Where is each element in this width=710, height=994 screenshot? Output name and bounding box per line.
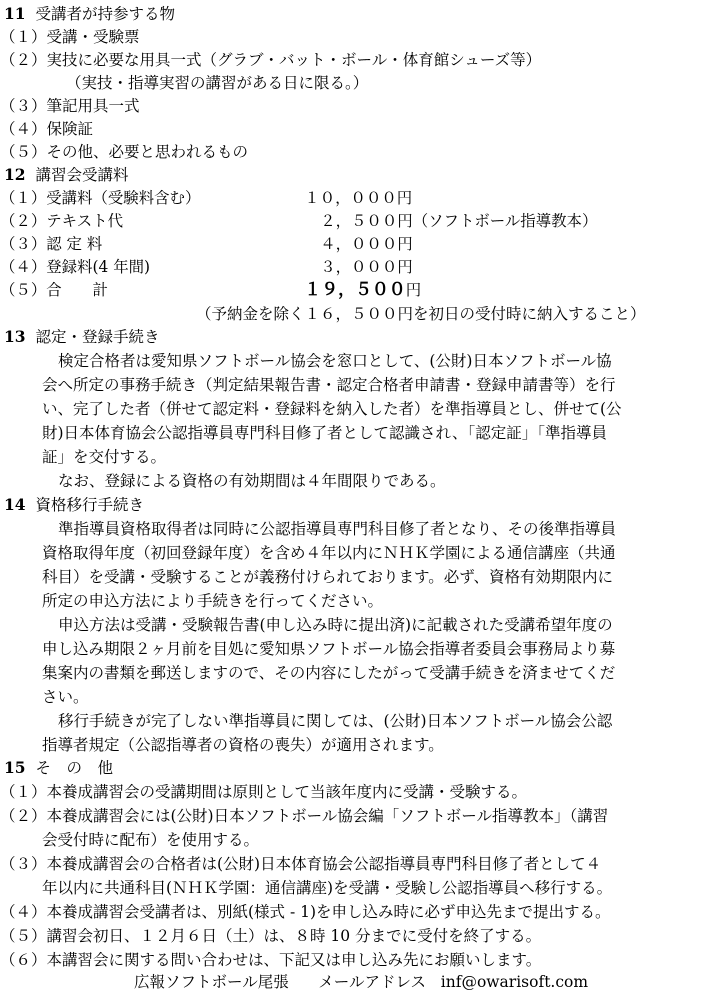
paragraph-line: 申し込み期限２ヶ月前を目処に愛知県ソフトボール協会指導者委員会事務局より募 (42, 640, 616, 658)
section-number: 15 (4, 758, 26, 777)
contact-line (134, 970, 588, 994)
contact-org: 広報ソフトボール尾張 (134, 973, 289, 991)
fee-amount: ３，０００円 (320, 258, 413, 276)
paragraph-line: 資格取得年度（初回登録年度）を含め４年以内にＮＨＫ学園による通信講座（共通 (42, 544, 616, 562)
fee-label: （１）受講料（受験料含む） (0, 189, 201, 207)
paragraph-line: 会へ所定の事務手続き（判定結果報告書・認定合格者申請書・登録申請書等）を行 (42, 376, 616, 394)
paragraph-line: 証」を交付する。 (42, 448, 167, 466)
list-item: （３）筆記用具一式 (0, 97, 140, 115)
list-item: （１）受講・受験票 (0, 28, 140, 46)
fee-label: （３）認 定 料 (0, 235, 103, 253)
section-15-heading (4, 756, 113, 780)
fee-note: （ソフトボール指導教本） (412, 212, 598, 230)
paragraph-line: 準指導員資格取得者は同時に公認指導員専門科目修了者となり、その後準指導員 (58, 520, 617, 538)
section-14-heading (4, 493, 144, 517)
list-item: （５）講習会初日、１２月６日（土）は、８時 10 分までに受付を終了する。 (0, 927, 542, 945)
list-item: （６）本講習会に関する問い合わせは、下記又は申し込み先にお願いします。 (0, 951, 542, 969)
fee-amount: １０，０００円 (304, 189, 413, 207)
section-number: 12 (4, 165, 26, 184)
section-title: 講習会受講料 (35, 166, 129, 184)
list-item-continued: 会受付時に配布）を使用する。 (42, 831, 260, 849)
list-item: （２）実技に必要な用具一式（グラブ・バット・ボール・体育館シューズ等） (0, 51, 542, 69)
fee-amount: ２，５００円（ソフトボール指導教本） (320, 212, 598, 230)
section-12-heading (4, 163, 128, 187)
list-item: （３）本養成講習会の合格者は(公財)日本体育協会公認指導員専門科目修了者として４ (0, 855, 602, 873)
fee-label: （４）登録料(4 年間) (0, 258, 151, 276)
paragraph-line: 申込方法は受講・受験報告書(申し込み時に提出済)に記載された受講希望年度の (58, 616, 613, 634)
fee-note: （予納金を除く１６，５００円を初日の受付時に納入すること） (196, 305, 646, 323)
section-title: 資格移行手続き (35, 496, 144, 514)
section-title: 受講者が持参する物 (35, 5, 175, 23)
list-item: （２）本養成講習会には(公財)日本ソフトボール協会編「ソフトボール指導教本」（講習 (0, 807, 609, 825)
section-number: 11 (4, 4, 26, 23)
list-item-note: （実技・指導実習の講習がある日に限る。） (66, 74, 369, 92)
list-item-continued: 年以内に共通科目(ＮＨＫ学園：通信講座)を受講・受験し公認指導員へ移行する。 (42, 879, 613, 897)
section-number: 13 (4, 327, 26, 346)
section-11-heading (4, 2, 175, 26)
paragraph-line: 集案内の書類を郵送しますので、その内容にしたがって受講手続きを済ませてくだ (42, 664, 616, 682)
paragraph-line: 移行手続きが完了しない準指導員に関しては、(公財)日本ソフトボール協会公認 (58, 712, 613, 730)
paragraph-line: 所定の申込方法により手続きを行ってください。 (42, 592, 384, 610)
fee-total-label: （５）合 計 (0, 281, 108, 299)
fee-label: （２）テキスト代 (0, 212, 124, 230)
paragraph-line: なお、登録による資格の有効期間は４年間限りである。 (58, 472, 446, 490)
fee-total-row (0, 278, 706, 302)
fee-total-amount: １９，５００円 (304, 280, 422, 300)
list-item: （４）保険証 (0, 120, 94, 138)
section-title: 認定・登録手続き (35, 328, 160, 346)
section-number: 14 (4, 495, 26, 514)
contact-label: メールアドレス (318, 973, 426, 991)
section-13-heading (4, 325, 159, 349)
list-item: （４）本養成講習会受講者は、別紙(様式 - 1)を申し込み時に必ず申込先まで提出する。 (0, 903, 611, 921)
fee-row (0, 255, 706, 279)
list-item: （５）その他、必要と思われるもの (0, 143, 249, 161)
paragraph-line: 科目）を受講・受験することが義務付けられております。必ず、資格有効期限内に (42, 568, 614, 586)
fee-row (0, 186, 706, 210)
paragraph-line: 財)日本体育協会公認指導員専門科目修了者として認識され、「認定証」「準指導員 (42, 424, 607, 442)
fee-row (0, 232, 706, 256)
fee-amount: ４，０００円 (320, 235, 413, 253)
fee-row (0, 209, 706, 233)
list-item: （１）本養成講習会の受講期間は原則として当該年度内に受講・受験する。 (0, 783, 528, 801)
paragraph-line: い、完了した者（併せて認定料・登録料を納入した者）を準指導員とし、併せて(公 (42, 400, 622, 418)
contact-email: inf@owarisoft.com (440, 973, 589, 991)
paragraph-line: 指導者規定（公認指導者の資格の喪失）が適用されます。 (42, 736, 444, 754)
paragraph-line: 検定合格者は愛知県ソフトボール協会を窓口として、(公財)日本ソフトボール協 (58, 352, 612, 370)
paragraph-line: さい。 (42, 688, 89, 706)
section-title: そ の 他 (35, 759, 113, 777)
